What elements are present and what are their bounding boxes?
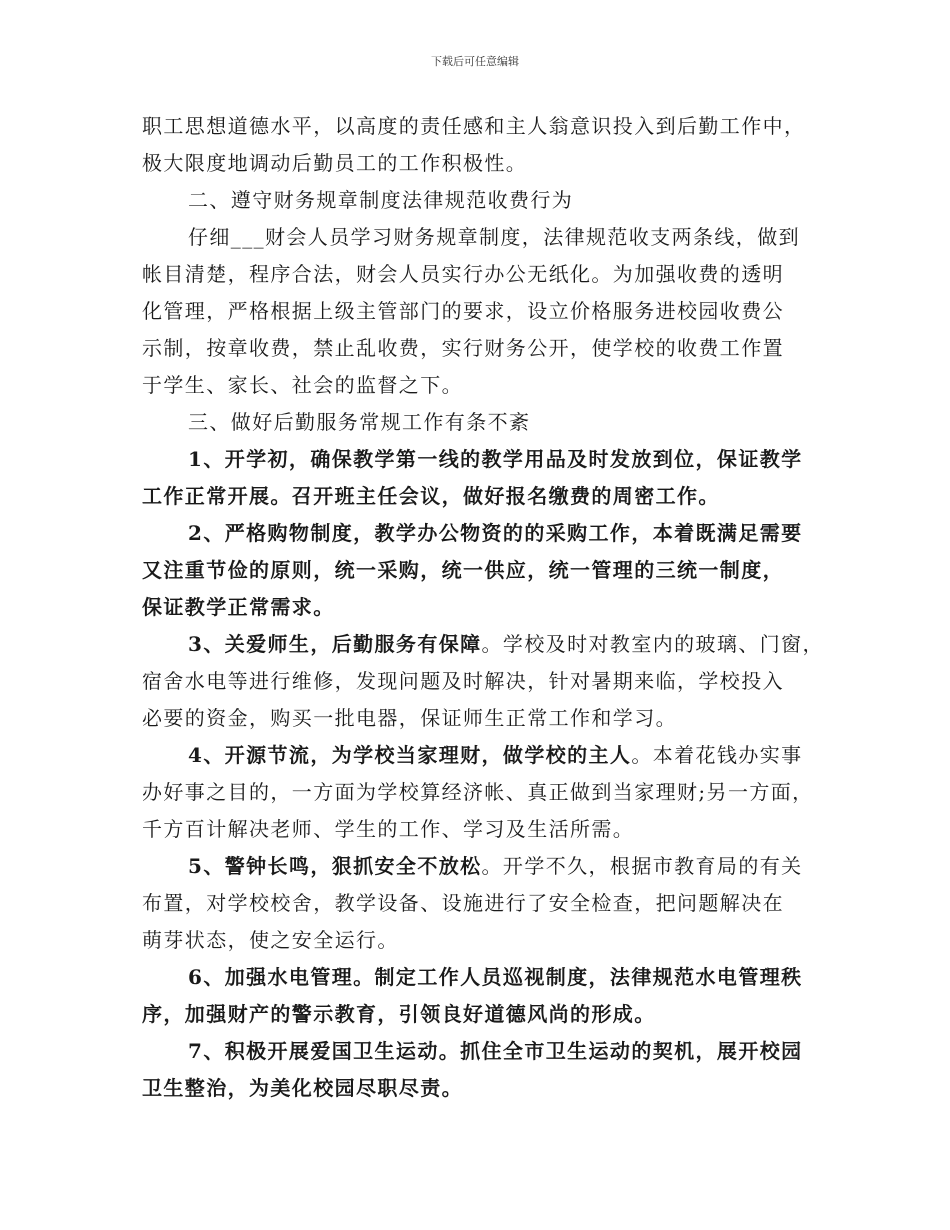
page-header: 下载后可任意编辑 <box>431 55 519 68</box>
list-item-line <box>142 626 824 663</box>
list-item-line: 萌芽状态，使之安全运行。 <box>142 928 399 952</box>
list-item-line: 卫生整治，为美化校园尽职尽责。 <box>142 1076 463 1100</box>
list-item-bold-lead: 5、警钟长鸣，狠抓安全不放松 <box>188 854 482 878</box>
document-body <box>142 108 824 1107</box>
list-item-line: 2、严格购物制度，教学办公物资的的采购工作，本着既满足需要 <box>188 521 803 545</box>
list-item-line: 宿舍水电等进行维修，发现问题及时解决，针对暑期来临，学校投入 <box>142 669 784 693</box>
list-item-line <box>142 737 810 774</box>
list-item-line: 工作正常开展。召开班主任会议，做好报名缴费的周密工作。 <box>142 484 720 508</box>
list-item-line: 必要的资金，购买一批电器，保证师生正常工作和学习。 <box>142 706 677 730</box>
list-item-line: 办好事之目的，一方面为学校算经济帐、真正做到当家理财;另一方面， <box>142 780 814 804</box>
list-item-line: 千方百计解决老师、学生的工作、学习及生活所需。 <box>142 817 635 841</box>
list-item-bold-lead: 4、开源节流，为学校当家理财，做学校的主人 <box>188 743 632 767</box>
list-item-line: 6、加强水电管理。制定工作人员巡视制度，法律规范水电管理秩 <box>188 965 803 989</box>
paragraph-line: 极大限度地调动后勤员工的工作积极性。 <box>142 151 528 175</box>
paragraph-line: 化管理，严格根据上级主管部门的要求，设立价格服务进校园收费公 <box>142 299 784 323</box>
list-item-line: 1、开学初，确保教学第一线的教学用品及时发放到位，保证教学 <box>188 447 803 471</box>
list-item-line: 保证教学正常需求。 <box>142 595 335 619</box>
paragraph-line: 帐目清楚，程序合法，财会人员实行办公无纸化。为加强收费的透明 <box>142 262 784 286</box>
paragraph-line: 示制，按章收费，禁止乱收费，实行财务公开，使学校的收费工作置 <box>142 336 784 360</box>
list-item-text: 。本着花钱办实事 <box>631 743 803 767</box>
list-item-line: 又注重节俭的原则，统一采购，统一供应，统一管理的三统一制度， <box>142 558 784 582</box>
list-item-line: 序，加强财产的警示教育，引领良好道德风尚的形成。 <box>142 1002 656 1026</box>
list-item-line <box>142 848 810 885</box>
list-item-text: 。开学不久，根据市教育局的有关 <box>481 854 803 878</box>
paragraph-line: 仔细___财会人员学习财务规章制度，法律规范收支两条线，做到 <box>188 225 800 249</box>
list-item-bold-lead: 3、关爱师生，后勤服务有保障 <box>188 632 482 656</box>
paragraph-line: 于学生、家长、社会的监督之下。 <box>142 373 463 397</box>
list-item-line: 7、积极开展爱国卫生运动。抓住全市卫生运动的契机，展开校园 <box>188 1039 803 1063</box>
section-heading-2: 二、遵守财务规章制度法律规范收费行为 <box>188 188 574 212</box>
list-item-line: 布置，对学校校舍，教学设备、设施进行了安全检查，把问题解决在 <box>142 891 784 915</box>
paragraph-line: 职工思想道德水平，以高度的责任感和主人翁意识投入到后勤工作中， <box>142 114 806 138</box>
section-heading-3: 三、做好后勤服务常规工作有条不紊 <box>188 410 531 434</box>
list-item-text: 。学校及时对教室内的玻璃、门窗， <box>481 632 824 656</box>
